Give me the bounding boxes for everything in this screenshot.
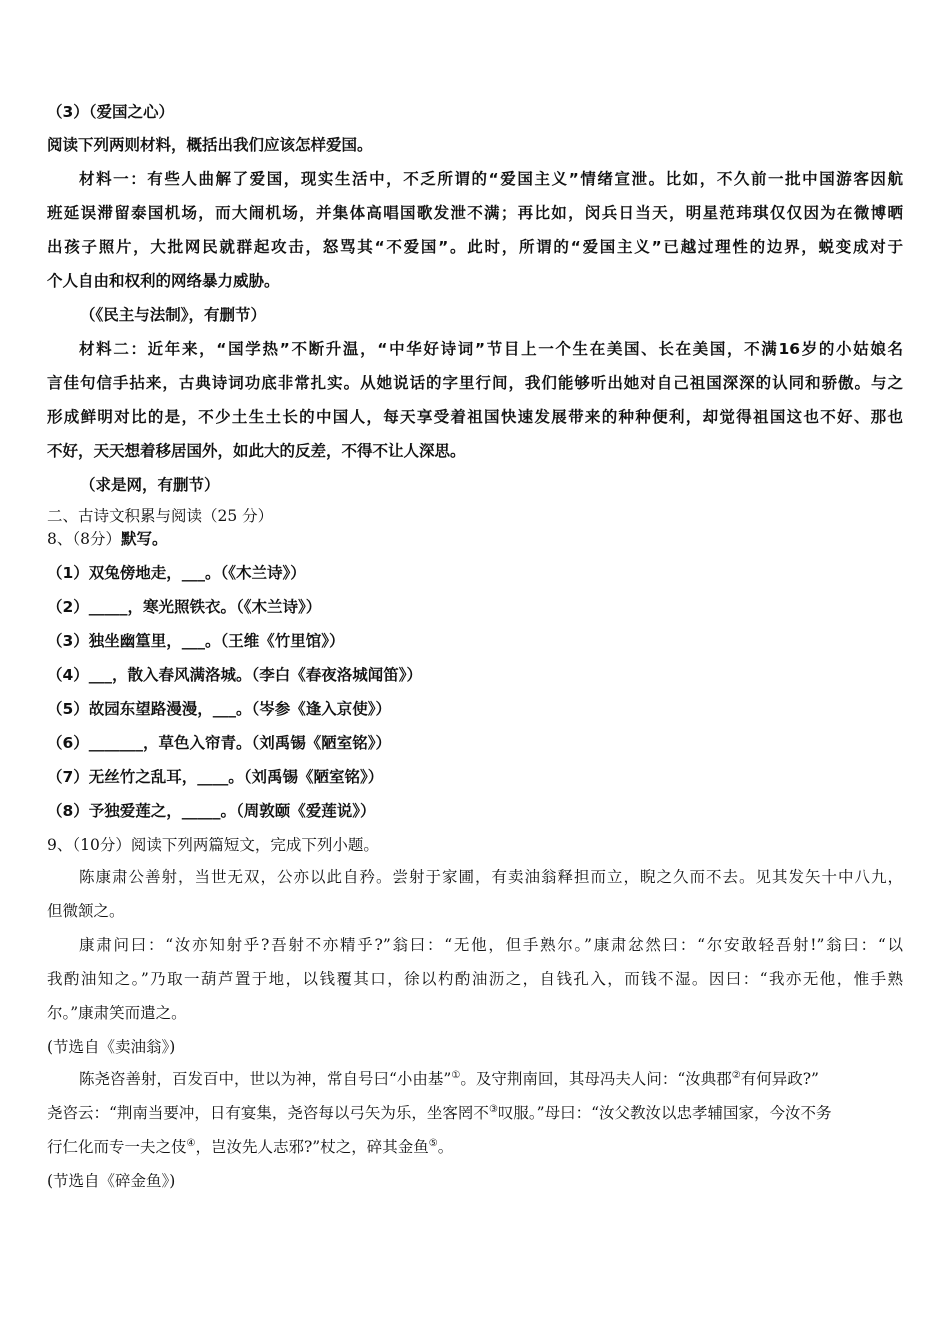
- passage1-line: 但微颔之。: [47, 902, 125, 920]
- q8-item: （6）_______，草色入帘青。（刘禹锡《陋室铭》）: [47, 734, 392, 752]
- passage1-line: 陈康肃公善射，当世无双，公亦以此自矜。尝射于家圃，有卖油翁释担而立，睨之久而不去。见其发矢十中八九，: [79, 868, 903, 886]
- passage2-text: 陈尧咨善射，百发百中，世以为神，常自号曰“小由基”: [79, 1070, 452, 1088]
- q8-item: （4）___，散入春风满洛城。（李白《春夜洛城闻笛》）: [47, 666, 423, 684]
- q7-3-instruction: 阅读下列两则材料，概括出我们应该怎样爱国。: [47, 136, 373, 154]
- passage2-text: 尧咨云：“荆南当要冲，日有宴集，尧咨每以弓矢为乐，坐客罔不: [47, 1104, 489, 1122]
- q8-number: 8、: [47, 530, 73, 548]
- passage2-text: 有何异政?”: [740, 1070, 819, 1088]
- passage2-text: 行仁化而专一夫之伎: [47, 1138, 187, 1156]
- section2-heading: 二、古诗文积累与阅读（25 分）: [47, 507, 274, 525]
- material1-line: 材料一：有些人曲解了爱国，现实生活中，不乏所谓的“爱国主义”情绪宣泄。比如，不久前一批中国游客因航: [79, 170, 903, 188]
- footnote-marker: ①: [451, 1069, 461, 1081]
- q8-item: （1）双兔傍地走，___。（《木兰诗》）: [47, 564, 306, 582]
- q9-intro: 9、（10分）阅读下列两篇短文，完成下列小题。: [47, 836, 379, 854]
- passage2-line: [47, 1102, 832, 1124]
- material2-line: 形成鲜明对比的是，不少土生土长的中国人，每天享受着祖国快速发展带来的种种便利，却觉得祖国这也不好、那也: [47, 408, 903, 426]
- material2-line: 言佳句信手拈来，古典诗词功底非常扎实。从她说话的字里行间，我们能够听出她对自己祖国深深的认同和骄傲。与之: [47, 374, 903, 392]
- footnote-marker: ②: [731, 1069, 741, 1081]
- passage2-line: [47, 1136, 453, 1158]
- q8-score: （8分）: [72, 530, 121, 548]
- material1-line: 班延误滞留泰国机场，而大闹机场，并集体高唱国歌发泄不满；再比如，闵兵日当天，明星范玮琪仅仅因为在微博晒: [47, 204, 903, 222]
- q8-item: （8）予独爱莲之，_____。（周敦颐《爱莲说》）: [47, 802, 376, 820]
- passage2-source: (节选自《碎金鱼》): [47, 1172, 176, 1190]
- q8-item: （2）_____，寒光照铁衣。（《木兰诗》）: [47, 598, 322, 616]
- passage2-text: 。及守荆南回，其母冯夫人问：“汝典郡: [460, 1070, 732, 1088]
- passage1-line: 康肃问曰：“汝亦知射乎?吾射不亦精乎?”翁曰：“无他，但手熟尔。”康肃忿然曰：“尔安敢轻吾射!”翁曰：“以: [79, 936, 903, 954]
- material1-source: （《民主与法制》，有删节）: [80, 306, 267, 324]
- passage2-line: [79, 1068, 819, 1090]
- passage1-line: 我酌油知之。”乃取一葫芦置于地，以钱覆其口，徐以杓酌油沥之，自钱孔入，而钱不湿。因曰：“我亦无他，惟手熟: [47, 970, 903, 988]
- q8-item: （7）无丝竹之乱耳，____。（刘禹锡《陋室铭》）: [47, 768, 384, 786]
- material2-line: 材料二：近年来，“国学热”不断升温，“中华好诗词”节目上一个生在美国、长在美国，不满16岁的小姑娘名: [79, 340, 903, 358]
- footnote-marker: ④: [186, 1137, 196, 1149]
- passage2-text: 叹服。”母曰：“汝父教汝以忠孝辅国家，今汝不务: [497, 1104, 832, 1122]
- material2-line: 不好，天天想着移居国外，如此大的反差，不得不让人深思。: [47, 442, 466, 460]
- footnote-marker: ⑤: [428, 1137, 438, 1149]
- q7-3-title: （3）（爱国之心）: [47, 103, 175, 121]
- passage1-line: 尔。”康肃笑而遣之。: [47, 1004, 187, 1022]
- footnote-marker: ③: [488, 1103, 498, 1115]
- passage1-source: (节选自《卖油翁》): [47, 1038, 176, 1056]
- passage2-text: 。: [437, 1138, 454, 1156]
- q8-header: [47, 528, 168, 551]
- material1-line: 出孩子照片，大批网民就群起攻击，怒骂其“不爱国”。此时，所谓的“爱国主义”已越过理性的边界，蜕变成对于: [47, 238, 903, 256]
- q8-task: 默写。: [121, 530, 168, 548]
- material2-source: （求是网，有删节）: [80, 476, 220, 494]
- q8-item: （5）故园东望路漫漫，___。（岑参《逢入京使》）: [47, 700, 392, 718]
- q8-item: （3）独坐幽篁里，___。（王维《竹里馆》）: [47, 632, 345, 650]
- passage2-text: ，岂汝先人志邪?”杖之，碎其金鱼: [195, 1138, 429, 1156]
- material1-line: 个人自由和权利的网络暴力威胁。: [47, 272, 280, 290]
